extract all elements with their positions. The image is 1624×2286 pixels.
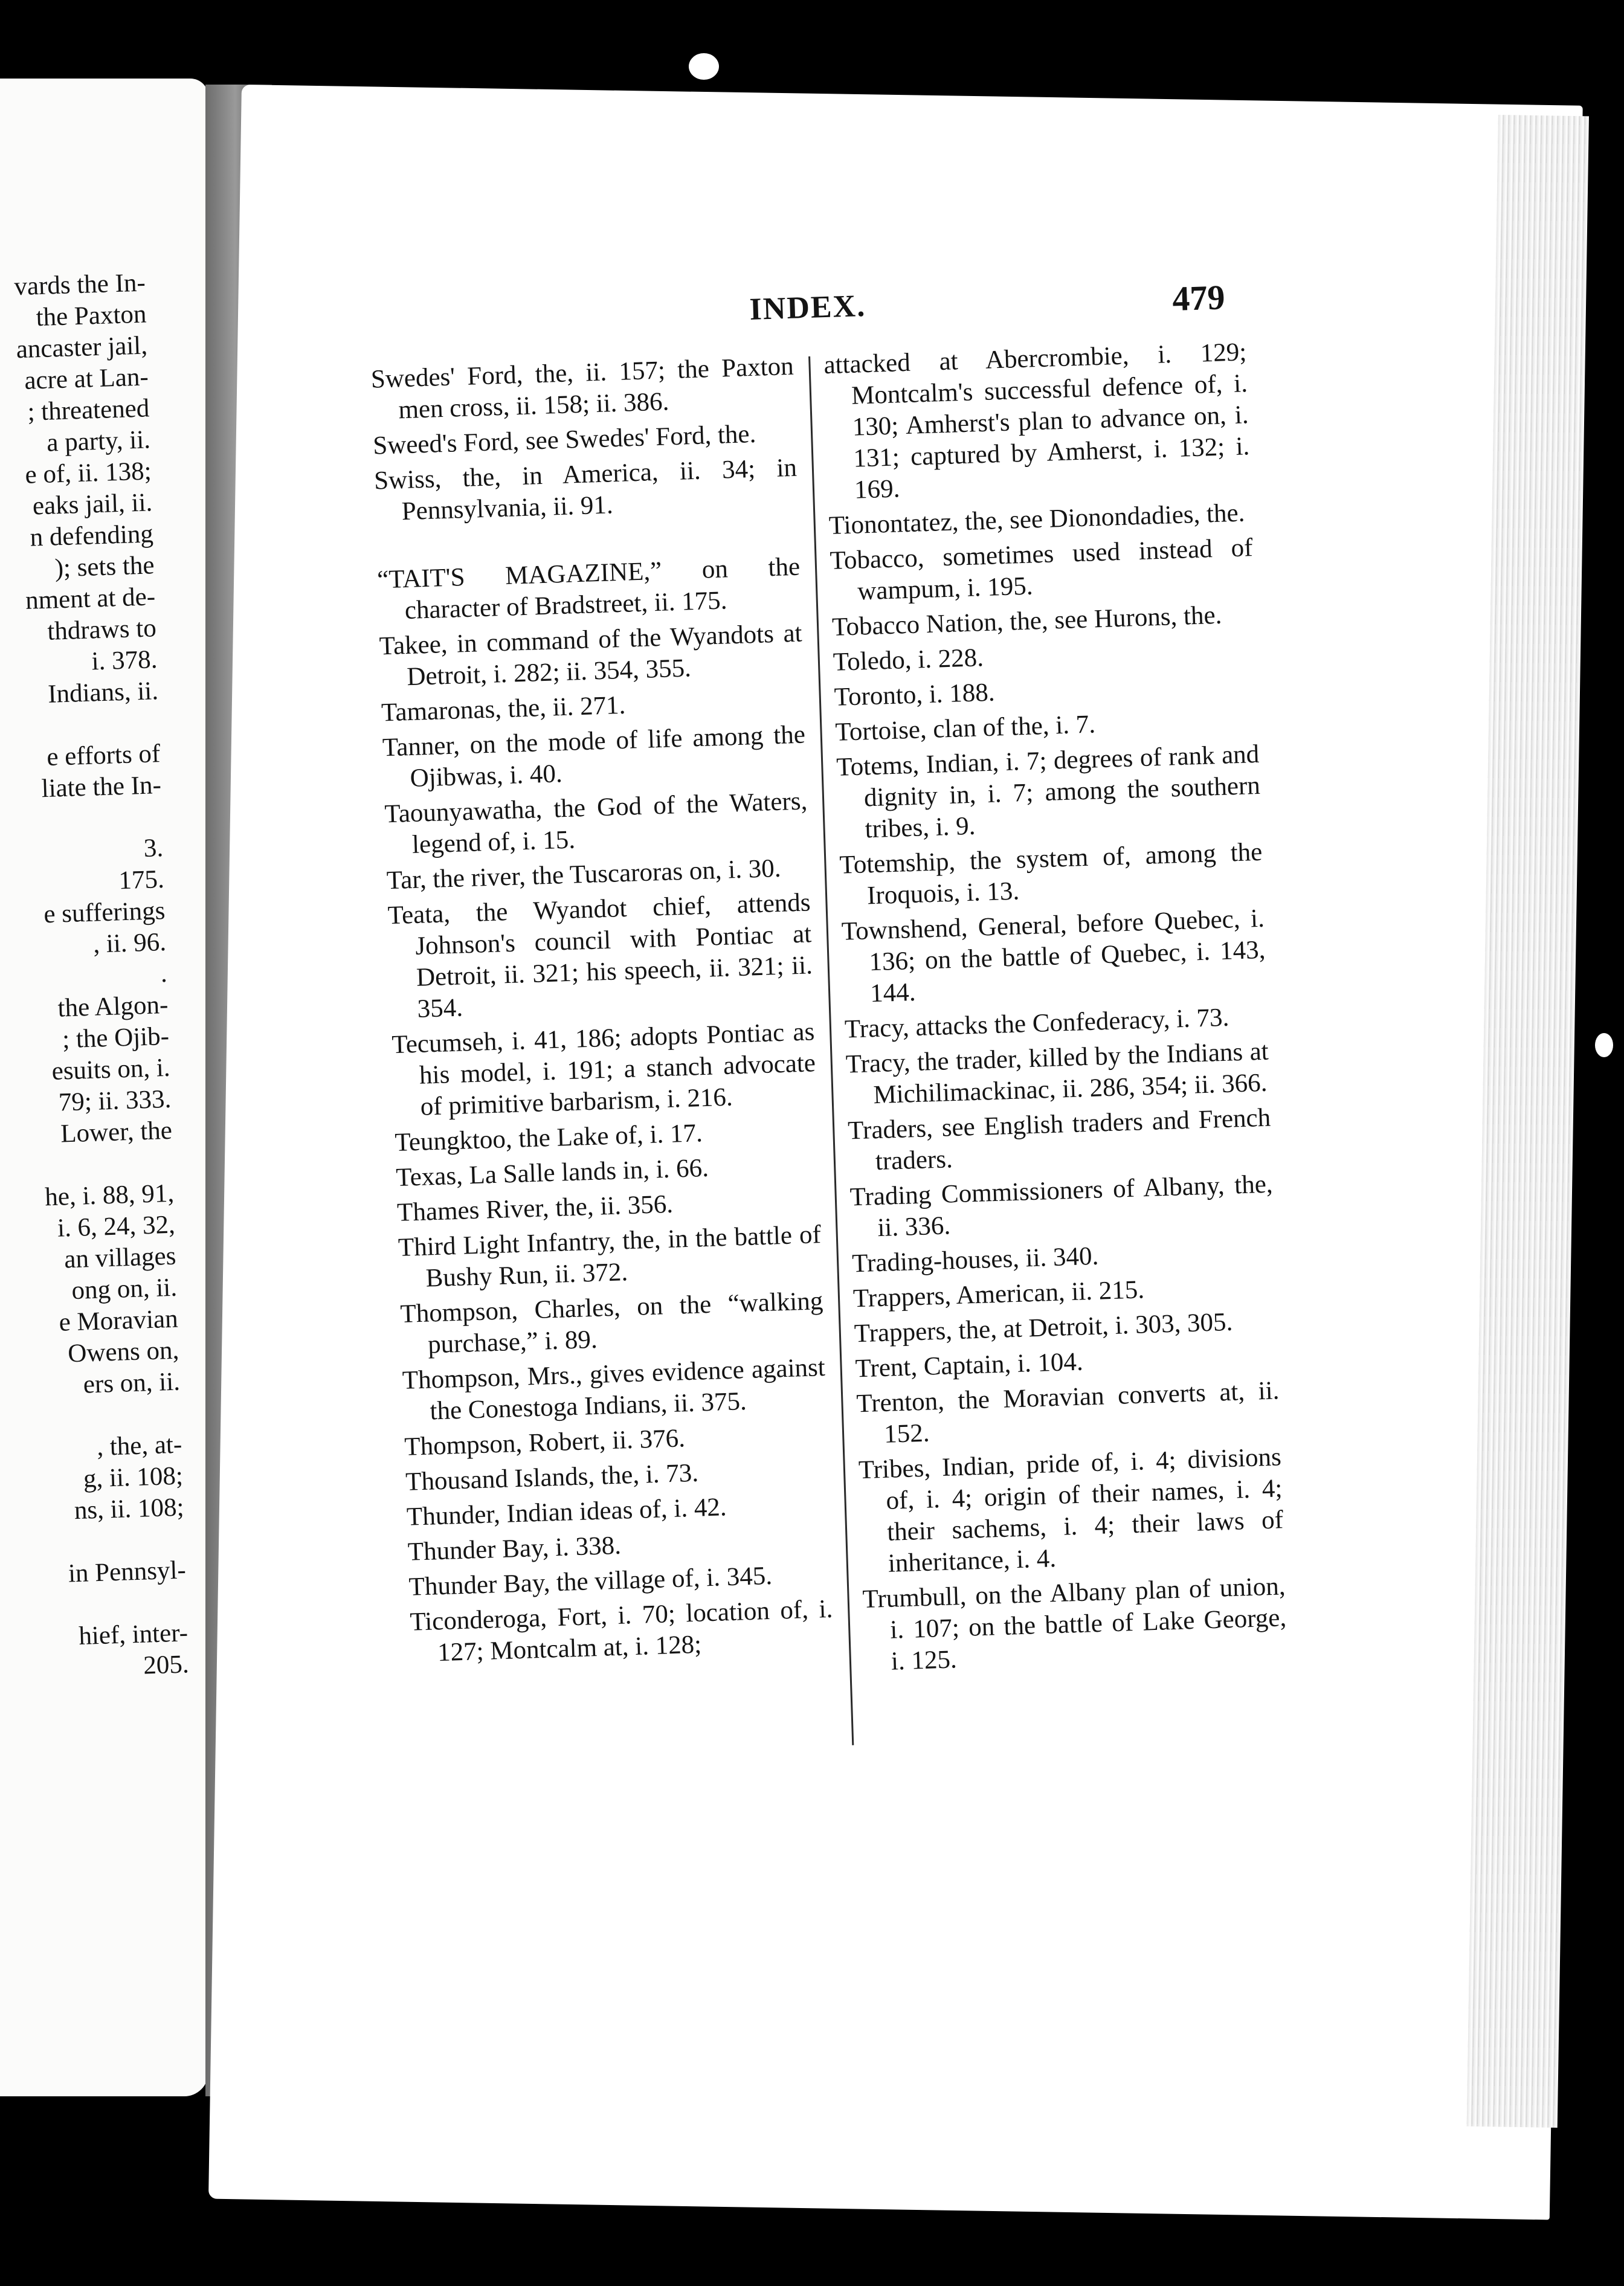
index-entry: Trumbull, on the Albany plan of union, i. 107; on the battle of Lake George, i. 125. (862, 1572, 1287, 1676)
left-page-line: ong on, ii. (71, 1273, 178, 1306)
left-page-line: vards the In- (13, 268, 146, 301)
left-page-line: e sufferings (43, 896, 166, 929)
index-entry: Thompson, Robert, ii. 376. (404, 1424, 686, 1461)
left-page-line: 175. (118, 864, 165, 895)
left-page-line: an villages (63, 1241, 177, 1274)
left-page-line: i. 6, 24, 32, (57, 1210, 176, 1243)
index-entry: Thames River, the, ii. 356. (396, 1190, 674, 1228)
left-page-line: ancaster jail, (16, 331, 148, 364)
index-column-left (370, 351, 834, 1673)
left-page-line: , the, at- (96, 1430, 182, 1461)
left-page-line: hief, inter- (78, 1618, 188, 1651)
index-entry: Takee, in command of the Wyandots at Detroit, i. 282; ii. 354, 355. (379, 619, 803, 692)
left-page-line: Lower, the (60, 1116, 173, 1148)
index-entry: Tribes, Indian, pride of, i. 4; divisions of, i. 4; origin of their names, i. 4; their sachems, i. 4; their laws of inheritance, i. 4. (858, 1443, 1284, 1578)
left-page-line (14, 707, 160, 743)
left-page-line: a party, ii. (46, 425, 151, 457)
left-page-line: the Algon- (57, 990, 169, 1023)
running-head: INDEX. (749, 288, 866, 327)
left-page-line: in Pennsyl- (68, 1556, 187, 1588)
index-entry: Sweed's Ford, see Swedes' Ford, the. (372, 419, 756, 460)
left-page-line: e of, ii. 138; (24, 457, 152, 489)
left-page-line (36, 1398, 182, 1434)
left-page-line: i. 378. (91, 645, 158, 676)
index-entry: Tortoise, clan of the, i. 7. (834, 710, 1096, 747)
index-entry: Taounyawatha, the God of the Waters, legend of, i. 15. (384, 787, 808, 859)
left-page-line: thdraws to (47, 614, 157, 646)
index-entry: Swedes' Ford, the, ii. 157; the Paxton men cross, ii. 158; ii. 386. (370, 352, 794, 425)
index-entry: Townshend, General, before Quebec, i. 136; on the battle of Quebec, i. 143, 144. (841, 904, 1266, 1008)
index-entry: Tracy, attacks the Confederacy, i. 73. (844, 1003, 1229, 1044)
index-entry: Trappers, the, at Detroit, i. 303, 305. (854, 1307, 1233, 1348)
left-page-line: 205. (143, 1650, 190, 1680)
index-entry: Thompson, Mrs., gives evidence against the Conestoga Indians, ii. 375. (402, 1353, 826, 1426)
left-page-line: ns, ii. 108; (74, 1493, 185, 1525)
left-page-line (17, 801, 163, 837)
ink-blot-top (689, 53, 719, 80)
left-page-line: e Moravian (58, 1304, 179, 1337)
left-page-line (39, 1523, 185, 1559)
index-entry: Teungktoo, the Lake of, i. 17. (394, 1119, 703, 1157)
left-page-line: the Paxton (35, 300, 147, 332)
index-entry: Tobacco, sometimes used instead of wampum, i. 195. (829, 533, 1254, 606)
left-page-line: eaks jail, ii. (32, 488, 153, 521)
index-entry: Trading-houses, ii. 340. (851, 1241, 1099, 1278)
left-page-line: , ii. 96. (92, 927, 167, 959)
index-column-right (823, 336, 1288, 1682)
index-page-content (326, 276, 1303, 1803)
index-entry: Tracy, the trader, killed by the Indians at Michilimackinac, ii. 286, 354; ii. 366. (845, 1037, 1269, 1110)
index-entry: attacked at Abercrombie, i. 129; Montcalm's successful defence of, i. 130; Amherst's plan to advance on, i. 131; captured by Amherst, i. 132; i. 169. (823, 338, 1250, 504)
left-page-line: n defending (29, 520, 154, 552)
index-entry: Thousand Islands, the, i. 73. (405, 1458, 699, 1496)
index-entry: Tar, the river, the Tuscaroras on, i. 30. (386, 854, 782, 895)
left-page-line: . (160, 959, 168, 988)
left-page-line: ); sets the (54, 551, 155, 583)
index-entry: Thunder, Indian ideas of, i. 42. (406, 1493, 727, 1531)
index-entry: Tanner, on the mode of life among the Ojibwas, i. 40. (382, 720, 806, 793)
index-entry: Tamaronas, the, ii. 271. (381, 691, 626, 727)
left-page-line: Indians, ii. (47, 677, 159, 709)
left-page-line: he, i. 88, 91, (44, 1179, 175, 1212)
index-entry: Third Light Infantry, the, in the battle of Bushy Run, ii. 372. (398, 1220, 822, 1293)
index-entry: Trappers, American, ii. 215. (852, 1275, 1145, 1313)
index-entry: Toledo, i. 228. (833, 643, 984, 677)
index-entry: Trent, Captain, i. 104. (855, 1347, 1084, 1383)
left-page-line (42, 1586, 188, 1622)
index-entry: Teata, the Wyandot chief, attends Johnson's council with Pontiac at Detroit, ii. 321; his speech, ii. 321; ii. 354. (387, 888, 813, 1023)
index-entry: Swiss, the, in America, ii. 34; in Pennsylvania, ii. 91. (373, 453, 798, 526)
left-page-line: 3. (143, 833, 164, 863)
index-entry: Tobacco Nation, the, see Hurons, the. (831, 600, 1222, 642)
index-entry: Tionontatez, the, see Dionondadies, the. (828, 498, 1245, 541)
left-page-line: liate the In- (40, 771, 162, 803)
left-page-line: e efforts of (46, 739, 161, 771)
left-page-line (28, 1147, 174, 1183)
left-page-line: ; threatened (27, 394, 150, 427)
index-entry: “TAIT'S MAGAZINE,” on the character of Bradstreet, ii. 175. (376, 552, 801, 625)
index-entry: Thunder Bay, the village of, i. 345. (408, 1561, 773, 1602)
index-entry: Ticonderoga, Fort, i. 70; location of, i. 127; Montcalm at, i. 128; (409, 1594, 833, 1667)
left-page-line: g, ii. 108; (83, 1461, 184, 1493)
left-page-line: Owens on, (67, 1336, 179, 1368)
index-entry: Trading Commissioners of Albany, the, ii. 336. (849, 1170, 1274, 1243)
index-entry: Tecumseh, i. 41, 186; adopts Pontiac as his model, i. 191; a stanch advocate of primitive barbarism, i. 216. (391, 1017, 816, 1121)
index-entry: Totemship, the system of, among the Iroquois, i. 13. (839, 837, 1263, 910)
index-entry: Thunder Bay, i. 338. (407, 1531, 622, 1566)
ink-blot-right (1595, 1033, 1613, 1057)
left-page-line: acre at Lan- (24, 362, 149, 395)
index-entry: Thompson, Charles, on the “walking purchase,” i. 89. (399, 1286, 823, 1359)
index-entry: Toronto, i. 188. (834, 678, 996, 712)
index-entry: Traders, see English traders and French traders. (847, 1103, 1271, 1176)
index-entry: Trenton, the Moravian converts at, ii. 152. (856, 1376, 1280, 1449)
left-page-line: nment at de- (25, 582, 156, 615)
page-number: 479 (1171, 277, 1226, 318)
left-page-line: ; the Ojib- (62, 1022, 170, 1054)
left-page-line: esuits on, i. (51, 1053, 171, 1086)
index-entry: Totems, Indian, i. 7; degrees of rank and dignity in, i. 7; among the southern tribes, i. 9. (836, 739, 1261, 844)
index-entry: Texas, La Salle lands in, i. 66. (395, 1153, 709, 1193)
left-page-line: 79; ii. 333. (58, 1084, 172, 1117)
left-page-line: ers on, ii. (83, 1367, 181, 1399)
